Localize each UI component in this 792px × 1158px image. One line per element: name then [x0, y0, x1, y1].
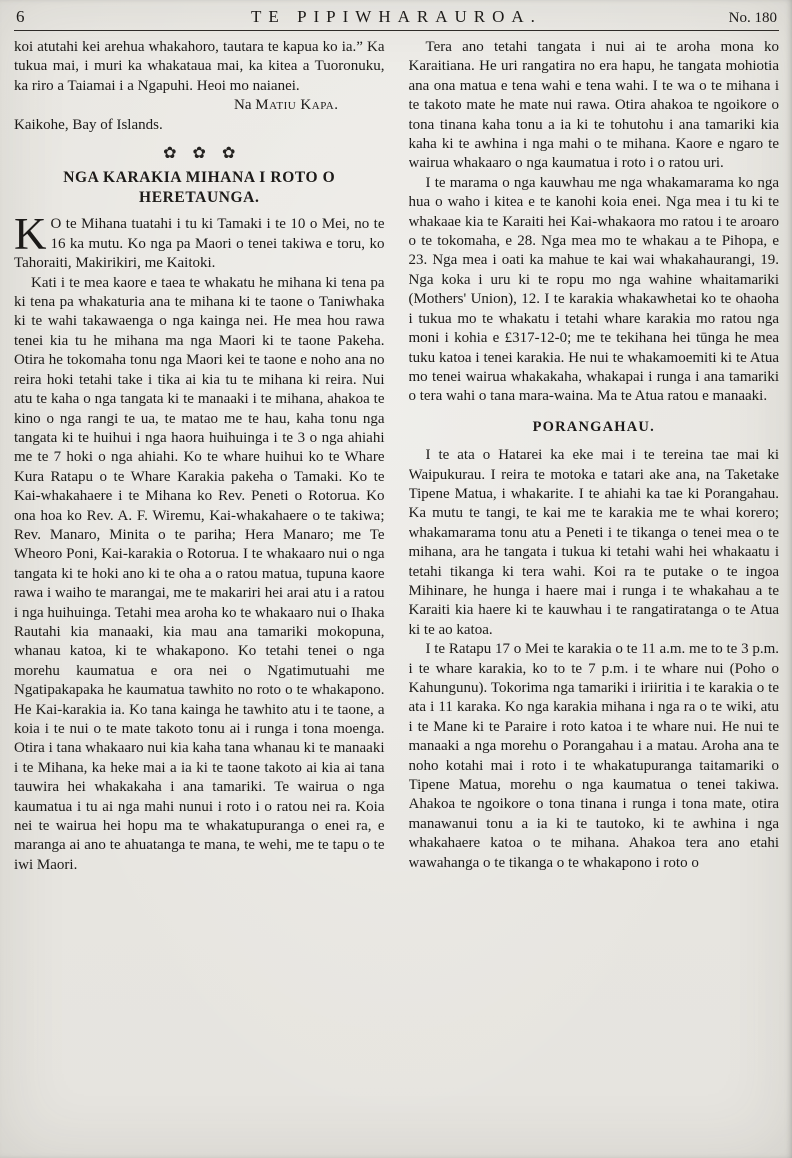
opening-paragraph-text: O te Mihana tuatahi i tu ki Tamaki i te 10 o Mei, no te 16 ka mutu. Ko nga pa Maori o tenei takiwa e toru, ko Tahoraiti, Makirikiri, me Kaitoki. [14, 216, 385, 272]
article-title-line1: NGA KARAKIA MIHANA I ROTO O [63, 169, 336, 187]
continuation-paragraph: koi atutahi kei arehua whakahoro, tautara te kapua ko ia.” Ka tukua mai, i muri ka whakataua mai, ka kitea a Tuoronuku, ka riro a Taiamai i a Ngapuhi. Heoi mo naianei. [14, 39, 385, 94]
body-paragraph: I te Ratapu 17 o Mei te karakia o te 11 a.m. me to te 3 p.m. i te whare karakia, ko to te 7 p.m. i te whare nui (Poho o Kahungunu). Tokorima nga tamariki i iriiritia i te karakia o te ata i 11 karaka. Ko nga karakia mihana i nga ra o te wiki, atu i te Mane ki te Paraire i roto katoa i te whare nui. He nui te manaaki a nga morehu o Porangahau i a matau. Aroha ana te noho kotahi mai i roto i te whakatupuranga taitamariki o Tipene Matua, morehu o nga kaumatua o tenei takiwa. Ahakoa te ngoikore o tona tinana i runga i tona mate, otira manawanui tonu a ia ki te tautoko, ki te awhina i nga whakahaere katoa o te mihana. Ahakoa tera ano etahi wawahanga o te tikanga o te whakapono i roto o [408, 641, 779, 871]
body-paragraph: I te marama o nga kauwhau me nga whakamarama ko nga hua o waho i kitea e te kanohi koia enei. Nga mea i tu ki te whakaae kia te Karaiti hei Kai-whakaora mo ratou i te aroaro o te tokomaha, e 28. Nga mea mo te whakau a te Pihopa, e 23. Nga mea i oati ka mahue te kai wai whakahaurangi, 19. Nga koka i uru ki te ropu mo nga wahine whaitamariki (Mothers' Union), 12. I te karakia whakawhetai ko te ohaoha i tukua mo te whakatu i tetahi whare karakia mo ratou nga moni i kohia e £317-12-0; me te tekihana hei tūnga he mea tuku katoa i tenei karakia. He nui te whakamoemiti ki te Atua mo tenei wairua whakakaha, whakapai i runga i ana tamariki o tera wahi o tana mara-waina. Ma te Atua ratou e manaaki. [408, 174, 779, 405]
signature-prefix: Na [234, 97, 256, 114]
issue-number: No. 180 [728, 10, 777, 26]
masthead-title: TE PIPIWHARAUROA. [251, 7, 542, 26]
drop-cap: K [14, 209, 47, 260]
body-paragraph: I te ata o Hatarei ka eke mai i te tereina tae mai ki Waipukurau. I reira te motoka e tatari ake ana, na Taketake Tipene Matua, i whakarite. I te ahiahi ka tae ki Porangahau. Ka mutu te tangi, te kai me te karakia me te whai korero; whakamarama tonu atu a Peneti i te tikanga o tenei mea o te mihana, ara he tangata i tukua ki tetahi wahi hei whakaatu i tetahi tikanga ki tera wahi. Koi ra te putake o te ingoa Mihinare, he hunga i haere mai i runga i te whakahau a te Karaiti kia haere ki te kauwhau i te rangatiratanga o te Atua ki te ao katoa. [408, 447, 779, 638]
fleuron-ornament-icon: ✿ ✿ ✿ [163, 145, 236, 163]
signature-line [14, 96, 385, 115]
dateline: Kaikohe, Bay of Islands. [14, 116, 163, 133]
column-layout [14, 31, 779, 1153]
signature-name: Matiu Kapa. [255, 97, 339, 114]
article-title-line2: HERETAUNGA. [139, 189, 260, 207]
page-number: 6 [16, 7, 25, 26]
article-title [14, 168, 385, 208]
page-header [14, 5, 779, 31]
right-column [409, 38, 780, 1153]
section-heading-porangahau: PORANGAHAU. [532, 418, 655, 435]
body-paragraph: Kati i te mea kaore e taea te whakatu he mihana ki tena pa ki tena pa whakaturia ana te mihana ki te taone o Taniwhaka ki te wahi takawaenga o nga kainga nei. He mea hou rawa tenei kia tu he mihana ma nga Maori ki te taone Pakeha. Otira he tokomaha tonu nga Maori kei te taone e noho ana no reira hoki tetahi take i tika ai kia tu te mihana ki reira. Nui atu te kaha o nga tangata ki te manaaki i te mihana, ahakoa te kino o nga rangi te ua, te matao me te hau, kaha tonu nga tangata ki te huihui i nga haora huihuinga i te 3 o nga ahiahi me te 7 hoki o nga ahiahi. Ko te whare huihui ko te Whare Kura Ratapu o te Whare Karakia pakeha o Tamaki. Ko te Kai-whakahaere i te Mihana ko Rev. Peneti o Rotorua. Ko ona hoa ko Rev. A. F. Wiremu, Kai-whakahaere o te takiwa; Rev. Manaro, Minita o te pariha; Hera Manaro; me Te Wheoro Poni, Kai-karakia o Rotorua. I te whakaaro nui o nga tangata ki te hoki ano ki te oha a o ratou matua, tupuna kaore rawa i waiho te marangai, me te makariri hei arai atu i a ratou i nga huihuinga. Tetahi mea aroha ko te whakaaro nui o Ihaka Rautahi kia manaaki, kia mau ana tamariki mokopuna, whanau katoa, ki te whakapono. Ko tetahi tenei o nga morehu kaumatua e ora nei o Ngatimutuahi me Ngatipakapaka he kaumatua tawhito no roto o te whakapono. He Kai-karakia ia. Ko tana kainga he tawhito atu i te taone, a koia i te nui o te mate takoto tonu ai i runga i tona moenga. Otira i tana whakaaro nui kia kaha tana whanau ki te manaaki i te Mihana, ka heke mai a ia ki te taone takoto ai kia ai tana tauwira hei whakakaha i ana tamariki. Te wairua o nga kaumatua i tu ai nga mahi nunui i roto i o ratou nei ra. Koia nei te wairua hei hopu ma te whakatupuranga o enei ra, e maranga ai ano te ahuatanga te mana, te wehi, me te tapu o te iwi Maori. [14, 274, 385, 873]
body-paragraph: Tera ano tetahi tangata i nui ai te aroha mona ko Karaitiana. He uri rangatira no era hapu, he tangata mohiotia ana ona matua e tena wahi e tena wahi. I te wa o te mihana i te takoto mate he mate nui rawa. Otira ahakoa te ngoikore o tona tinana kaha tonu a ia ki te tohutohu i ana tamariki kia kaha ki te awhina i nga mahi o te mihana. Kaore e ngaro te wairua whakaaro o nga kaumatua i roto i o ratou uri. [408, 39, 779, 172]
opening-paragraph [14, 209, 385, 273]
left-column [14, 38, 385, 1153]
